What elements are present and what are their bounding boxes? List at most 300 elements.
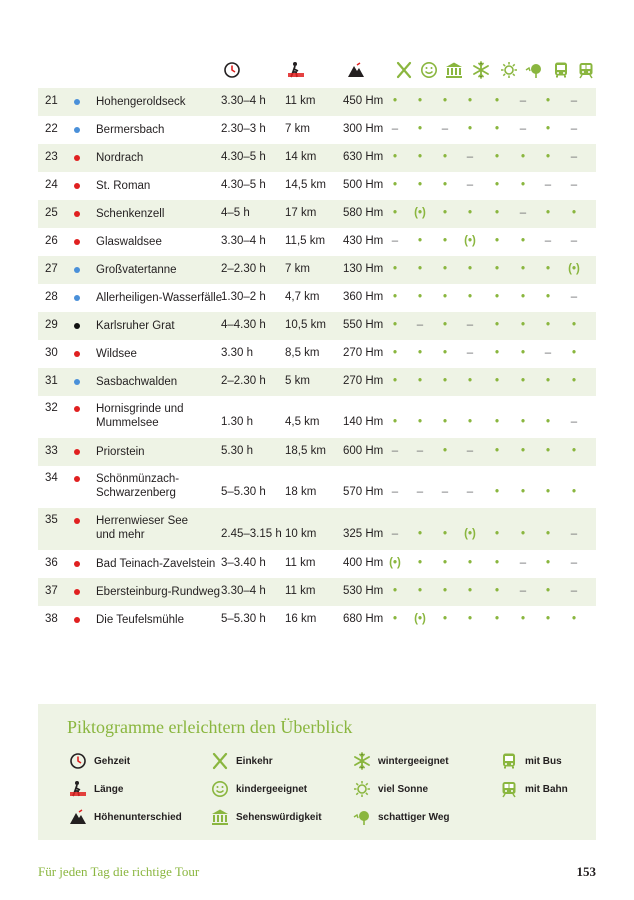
altitude-difference: 430 Hm	[343, 235, 384, 247]
tour-length: 10 km	[285, 528, 317, 540]
feature-mark: (•)	[464, 235, 476, 247]
walking-time: 3.30–4 h	[221, 95, 266, 107]
feature-mark: •	[494, 613, 500, 625]
tour-length: 10,5 km	[285, 319, 326, 331]
feature-mark: •	[392, 95, 398, 107]
feature-mark: (•)	[414, 207, 426, 219]
fork-knife-icon	[394, 60, 414, 80]
feature-mark: •	[494, 291, 500, 303]
tour-row	[38, 550, 596, 578]
feature-mark: (•)	[568, 263, 580, 275]
legend-label: mit Bahn	[525, 783, 568, 795]
feature-mark: •	[392, 291, 398, 303]
tour-name: Schönmünzach-	[96, 473, 180, 485]
walking-time: 3.30–4 h	[221, 235, 266, 247]
feature-mark: •	[520, 416, 526, 428]
feature-mark: •	[467, 416, 473, 428]
feature-mark: –	[466, 445, 474, 457]
feature-mark: •	[545, 585, 551, 597]
legend-item	[209, 779, 307, 799]
train-icon	[576, 60, 596, 80]
tour-length: 11,5 km	[285, 235, 326, 247]
feature-mark: –	[544, 235, 552, 247]
tour-name: Bad Teinach-Zavelstein	[96, 558, 216, 570]
feature-mark: –	[570, 416, 578, 428]
feature-mark: –	[391, 235, 399, 247]
bus-icon	[551, 60, 571, 80]
altitude-difference: 680 Hm	[343, 613, 384, 625]
feature-mark: •	[545, 319, 551, 331]
altitude-difference: 630 Hm	[343, 151, 384, 163]
legend-label: Einkehr	[236, 755, 273, 767]
feature-mark: •	[520, 235, 526, 247]
tour-row	[38, 284, 596, 312]
feature-mark: •	[520, 528, 526, 540]
tour-name: Hornisgrinde und	[96, 403, 184, 415]
feature-mark: •	[545, 95, 551, 107]
clock-icon	[222, 60, 242, 80]
feature-mark: •	[442, 95, 448, 107]
smiley-icon	[419, 60, 439, 80]
feature-mark: –	[466, 347, 474, 359]
tour-name: Die Teufelsmühle	[96, 614, 185, 626]
legend-label: viel Sonne	[378, 783, 429, 795]
tour-number: 25	[45, 207, 58, 219]
walking-time: 2–2.30 h	[221, 263, 266, 275]
feature-mark: •	[417, 179, 423, 191]
tour-row	[38, 466, 596, 508]
walking-time: 4.30–5 h	[221, 179, 266, 191]
tour-length: 11 km	[285, 557, 316, 569]
feature-mark: •	[467, 123, 473, 135]
feature-mark: •	[417, 95, 423, 107]
feature-mark: •	[571, 375, 577, 387]
feature-mark: •	[520, 291, 526, 303]
difficulty-dot	[74, 295, 80, 301]
fork-knife-icon	[209, 751, 231, 771]
tour-name: Glaswaldsee	[96, 236, 162, 248]
clock-icon	[67, 751, 89, 771]
tour-row	[38, 368, 596, 396]
feature-mark: •	[520, 445, 526, 457]
feature-mark: •	[442, 151, 448, 163]
feature-mark: •	[442, 416, 448, 428]
snowflake-icon	[471, 60, 491, 80]
legend-label: Länge	[94, 783, 124, 795]
sun-icon	[499, 60, 519, 80]
tour-length: 18 km	[285, 486, 317, 498]
feature-mark: •	[442, 445, 448, 457]
feature-mark: •	[545, 416, 551, 428]
feature-mark: •	[494, 557, 500, 569]
feature-mark: •	[392, 207, 398, 219]
feature-mark: –	[466, 151, 474, 163]
feature-mark: •	[520, 486, 526, 498]
feature-mark: –	[519, 95, 527, 107]
feature-mark: •	[442, 347, 448, 359]
tour-row	[38, 396, 596, 438]
altitude-difference: 270 Hm	[343, 375, 384, 387]
walking-time: 4–4.30 h	[221, 319, 266, 331]
tour-row	[38, 312, 596, 340]
tour-number: 33	[45, 445, 58, 457]
museum-icon	[444, 60, 464, 80]
footer-title: Für jeden Tag die richtige Tour	[38, 864, 200, 879]
tour-name: Nordrach	[96, 152, 144, 164]
tour-length: 14,5 km	[285, 179, 326, 191]
altitude-difference: 300 Hm	[343, 123, 384, 135]
mountain-icon	[346, 60, 366, 80]
tour-number: 29	[45, 319, 58, 331]
legend-label: mit Bus	[525, 755, 562, 767]
walking-time: 1.30–2 h	[221, 291, 266, 303]
tour-length: 4,7 km	[285, 291, 320, 303]
tree-icon	[524, 60, 544, 80]
tour-length: 8,5 km	[285, 347, 320, 359]
walking-time: 5–5.30 h	[221, 613, 266, 625]
tour-name: Großvatertanne	[96, 264, 177, 276]
feature-mark: •	[417, 263, 423, 275]
tour-name: Hohengeroldseck	[96, 96, 186, 108]
feature-mark: •	[545, 291, 551, 303]
feature-mark: •	[442, 319, 448, 331]
tour-number: 23	[45, 151, 58, 163]
tour-row	[38, 256, 596, 284]
feature-mark: •	[417, 291, 423, 303]
feature-mark: •	[545, 486, 551, 498]
tour-row	[38, 508, 596, 550]
tour-length: 11 km	[285, 585, 316, 597]
feature-mark: •	[545, 445, 551, 457]
tour-number: 27	[45, 263, 58, 275]
tour-name: Ebersteinburg-Rundweg	[96, 586, 221, 598]
feature-mark: •	[467, 585, 473, 597]
difficulty-dot	[74, 323, 80, 329]
tour-row	[38, 144, 596, 172]
feature-mark: •	[392, 613, 398, 625]
legend-label: kindergeeignet	[236, 783, 308, 795]
altitude-difference: 130 Hm	[343, 263, 384, 275]
feature-mark: –	[441, 486, 449, 498]
feature-mark: –	[466, 319, 474, 331]
legend-item	[67, 807, 182, 827]
feature-mark: •	[442, 179, 448, 191]
altitude-difference: 580 Hm	[343, 207, 384, 219]
sun-icon	[351, 779, 373, 799]
tour-name: St. Roman	[96, 180, 151, 192]
feature-mark: •	[494, 123, 500, 135]
difficulty-dot	[74, 351, 80, 357]
tour-number: 21	[45, 95, 58, 107]
feature-mark: –	[570, 291, 578, 303]
feature-mark: •	[467, 557, 473, 569]
feature-mark: •	[494, 235, 500, 247]
legend-label: schattiger Weg	[378, 811, 450, 823]
difficulty-dot	[74, 379, 80, 385]
tour-name: Priorstein	[96, 446, 145, 458]
feature-mark: •	[442, 528, 448, 540]
tour-number: 22	[45, 123, 58, 135]
feature-mark: •	[392, 179, 398, 191]
tour-name: Wildsee	[96, 348, 137, 360]
altitude-difference: 570 Hm	[343, 486, 384, 498]
hiker-icon	[67, 779, 89, 799]
legend-item	[351, 751, 449, 771]
feature-mark: •	[494, 528, 500, 540]
walking-time: 3.30 h	[221, 347, 253, 359]
feature-mark: –	[570, 585, 578, 597]
feature-mark: •	[494, 95, 500, 107]
feature-mark: •	[467, 375, 473, 387]
walking-time: 4–5 h	[221, 207, 250, 219]
difficulty-dot	[74, 127, 80, 133]
feature-mark: –	[519, 207, 527, 219]
feature-mark: •	[467, 291, 473, 303]
tour-number: 38	[45, 613, 58, 625]
tour-number: 28	[45, 291, 58, 303]
walking-time: 2–2.30 h	[221, 375, 266, 387]
tour-length: 17 km	[285, 207, 317, 219]
header-icon-row	[0, 60, 634, 82]
walking-time: 3–3.40 h	[221, 557, 266, 569]
feature-mark: •	[494, 179, 500, 191]
feature-mark: •	[442, 207, 448, 219]
feature-mark: –	[570, 151, 578, 163]
feature-mark: –	[519, 585, 527, 597]
tour-name: Schenkenzell	[96, 208, 165, 220]
difficulty-dot	[74, 267, 80, 273]
feature-mark: •	[494, 585, 500, 597]
feature-mark: –	[416, 319, 424, 331]
feature-mark: •	[545, 557, 551, 569]
altitude-difference: 270 Hm	[343, 347, 384, 359]
feature-mark: –	[391, 528, 399, 540]
feature-mark: –	[570, 235, 578, 247]
feature-mark: •	[571, 486, 577, 498]
feature-mark: –	[570, 95, 578, 107]
legend-label: Höhenunterschied	[94, 811, 182, 823]
tour-name: Herrenwieser See	[96, 515, 189, 527]
feature-mark: •	[442, 263, 448, 275]
altitude-difference: 600 Hm	[343, 445, 384, 457]
feature-mark: •	[494, 319, 500, 331]
walking-time: 2.30–3 h	[221, 123, 266, 135]
feature-mark: –	[391, 445, 399, 457]
feature-mark: •	[392, 416, 398, 428]
altitude-difference: 140 Hm	[343, 416, 384, 428]
feature-mark: •	[417, 528, 423, 540]
tour-table	[38, 88, 596, 634]
difficulty-dot	[74, 99, 80, 105]
feature-mark: •	[417, 375, 423, 387]
tour-number: 24	[45, 179, 58, 191]
tour-row	[38, 116, 596, 144]
feature-mark: (•)	[389, 557, 401, 569]
altitude-difference: 530 Hm	[343, 585, 384, 597]
legend-item	[351, 807, 450, 827]
difficulty-dot	[74, 518, 80, 524]
difficulty-dot	[74, 155, 80, 161]
feature-mark: •	[467, 207, 473, 219]
legend-item	[67, 751, 130, 771]
feature-mark: •	[442, 613, 448, 625]
feature-mark: •	[545, 207, 551, 219]
tour-number: 26	[45, 235, 58, 247]
feature-mark: •	[392, 319, 398, 331]
walking-time: 5.30 h	[221, 445, 253, 457]
feature-mark: •	[520, 613, 526, 625]
feature-mark: •	[494, 347, 500, 359]
difficulty-dot	[74, 617, 80, 623]
feature-mark: •	[494, 375, 500, 387]
tour-number: 35	[45, 514, 58, 526]
altitude-difference: 500 Hm	[343, 179, 384, 191]
feature-mark: •	[392, 585, 398, 597]
altitude-difference: 550 Hm	[343, 319, 384, 331]
feature-mark: •	[494, 151, 500, 163]
museum-icon	[209, 807, 231, 827]
legend-label: Gehzeit	[94, 755, 131, 767]
tree-icon	[351, 807, 373, 827]
feature-mark: –	[544, 347, 552, 359]
feature-mark: •	[442, 557, 448, 569]
walking-time: 5–5.30 h	[221, 486, 266, 498]
tour-row	[38, 88, 596, 116]
tour-number: 31	[45, 375, 58, 387]
feature-mark: –	[466, 179, 474, 191]
tour-name: Mummelsee	[96, 417, 159, 429]
walking-time: 1.30 h	[221, 416, 253, 428]
feature-mark: •	[392, 375, 398, 387]
legend-item	[498, 779, 568, 799]
tour-name: Karlsruher Grat	[96, 320, 175, 332]
tour-name: und mehr	[96, 529, 145, 541]
tour-length: 16 km	[285, 613, 317, 625]
legend-item	[67, 779, 123, 799]
feature-mark: –	[391, 486, 399, 498]
page-number: 153	[576, 864, 596, 879]
feature-mark: •	[494, 445, 500, 457]
feature-mark: •	[571, 613, 577, 625]
tour-row	[38, 578, 596, 606]
tour-length: 7 km	[285, 123, 310, 135]
walking-time: 2.45–3.15 h	[221, 528, 282, 540]
feature-mark: •	[494, 486, 500, 498]
legend-box	[38, 704, 596, 840]
feature-mark: –	[441, 123, 449, 135]
mountain-icon	[67, 807, 89, 827]
walking-time: 4.30–5 h	[221, 151, 266, 163]
feature-mark: •	[545, 151, 551, 163]
tour-row	[38, 606, 596, 634]
feature-mark: •	[494, 263, 500, 275]
feature-mark: –	[570, 557, 578, 569]
feature-mark: •	[571, 319, 577, 331]
feature-mark: –	[519, 123, 527, 135]
feature-mark: •	[571, 347, 577, 359]
feature-mark: •	[545, 613, 551, 625]
feature-mark: •	[417, 585, 423, 597]
tour-length: 5 km	[285, 375, 310, 387]
feature-mark: •	[520, 263, 526, 275]
tour-length: 4,5 km	[285, 416, 320, 428]
legend-label: Sehenswürdigkeit	[236, 811, 322, 823]
feature-mark: –	[391, 123, 399, 135]
tour-length: 18,5 km	[285, 445, 326, 457]
difficulty-dot	[74, 449, 80, 455]
difficulty-dot	[74, 406, 80, 412]
bus-icon	[498, 751, 520, 771]
tour-number: 37	[45, 585, 58, 597]
feature-mark: •	[545, 123, 551, 135]
feature-mark: •	[467, 95, 473, 107]
tour-length: 11 km	[285, 95, 316, 107]
tour-length: 14 km	[285, 151, 317, 163]
legend-label: wintergeeignet	[378, 755, 449, 767]
altitude-difference: 400 Hm	[343, 557, 384, 569]
legend-item	[209, 751, 273, 771]
feature-mark: •	[417, 151, 423, 163]
train-icon	[498, 779, 520, 799]
feature-mark: •	[520, 375, 526, 387]
legend-title: Piktogramme erleichtern den Überblick	[67, 717, 353, 737]
difficulty-dot	[74, 561, 80, 567]
feature-mark: •	[494, 207, 500, 219]
feature-mark: –	[570, 528, 578, 540]
feature-mark: •	[571, 445, 577, 457]
tour-name: Bermersbach	[96, 124, 165, 136]
feature-mark: •	[442, 585, 448, 597]
feature-mark: •	[520, 151, 526, 163]
feature-mark: •	[417, 416, 423, 428]
tour-number: 32	[45, 402, 58, 414]
feature-mark: •	[417, 557, 423, 569]
tour-row	[38, 200, 596, 228]
feature-mark: –	[570, 179, 578, 191]
tour-name: Sasbachwalden	[96, 376, 178, 388]
feature-mark: •	[545, 528, 551, 540]
feature-mark: –	[519, 557, 527, 569]
altitude-difference: 450 Hm	[343, 95, 384, 107]
feature-mark: •	[417, 235, 423, 247]
tour-length: 7 km	[285, 263, 310, 275]
feature-mark: •	[442, 375, 448, 387]
tour-row	[38, 438, 596, 466]
tour-number: 36	[45, 557, 58, 569]
feature-mark: •	[467, 613, 473, 625]
feature-mark: –	[466, 486, 474, 498]
difficulty-dot	[74, 589, 80, 595]
legend-item	[209, 807, 322, 827]
feature-mark: •	[417, 347, 423, 359]
tour-name: Schwarzenberg	[96, 487, 176, 499]
feature-mark: •	[392, 263, 398, 275]
feature-mark: –	[416, 445, 424, 457]
feature-mark: •	[545, 375, 551, 387]
altitude-difference: 360 Hm	[343, 291, 384, 303]
feature-mark: •	[442, 235, 448, 247]
feature-mark: (•)	[414, 613, 426, 625]
feature-mark: –	[416, 486, 424, 498]
feature-mark: •	[494, 416, 500, 428]
feature-mark: •	[442, 291, 448, 303]
tour-number: 34	[45, 472, 58, 484]
feature-mark: •	[467, 263, 473, 275]
feature-mark: •	[571, 207, 577, 219]
smiley-icon	[209, 779, 231, 799]
difficulty-dot	[74, 211, 80, 217]
feature-mark: •	[520, 179, 526, 191]
